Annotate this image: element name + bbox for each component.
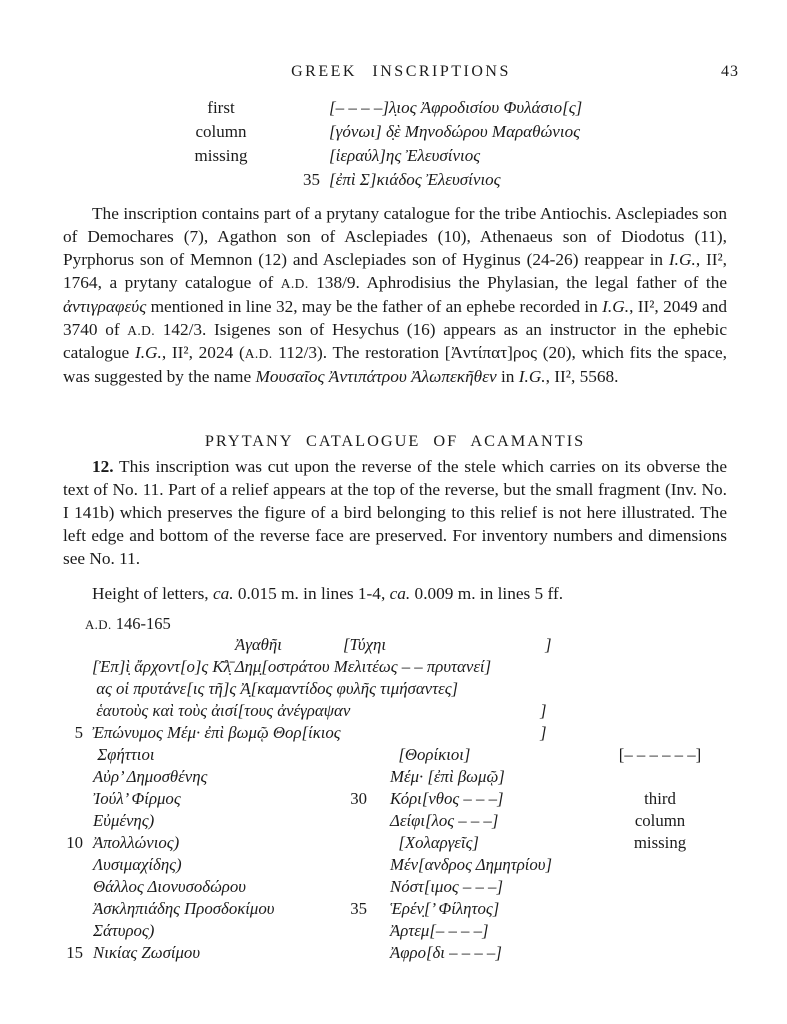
line-number-left: [63, 854, 83, 876]
line-number-mid: 35: [350, 899, 367, 918]
section-title: PRYTANY CATALOGUE OF ACAMANTIS: [204, 431, 586, 450]
page-number: 43: [721, 63, 739, 80]
inscription-block: [63, 634, 763, 964]
left-column-entry: Ἀσκληπιάδης Προσδοκίμου: [93, 899, 275, 918]
page-title: GREEK INSCRIPTIONS: [291, 63, 511, 80]
right-column-entry: third: [644, 789, 676, 808]
line-number-left: [63, 788, 83, 810]
commentary-paragraph: The inscription contains part of a prytany catalogue for the tribe Antiochis. Asclepiades son of Demochares (7), Agathon son of Asclepiades (10), Athenaeus son of Diodotus (11), Pyrphorus son of Memnon (12) and Asclepiades son of Hyginus (24-26) reappear in I.G., II², 1764, a prytany catalogue of A.D. 138/9. Aphrodisius the Phylasian, the legal father of the ἀντιγραφεύς mentioned in line 32, may be the father of an ephebe recorded in I.G., II², 2049 and 3740 of A.D. 142/3. Isigenes son of Hesychus (16) appears as an instructor in the ephebic catalogue I.G., II², 2024 (A.D. 112/3). The restoration [Ἀντίπατ]ρος (20), which fits the space, was suggested by the name Μουσαῖος Ἀντιπάτρου Ἀλωπεκῆθεν in I.G., II², 5568.: [63, 204, 728, 387]
greek-text: [Ἐπ]ὶ̣ ἄρχοντ[ο]ς Κ̄λ̣̄ Δημ̣[οστράτου Μελιτέως – – πρυτανεί]: [92, 657, 492, 676]
line-number-left: [63, 920, 83, 942]
restoration-close-bracket: ]: [540, 723, 547, 742]
left-column-entry: Θάλλος Διονυσοδώρου: [93, 877, 246, 896]
inscription-line: [63, 656, 763, 678]
middle-column-entry: Ἀρτεμ[– – – –]: [390, 921, 489, 940]
era-label: A.D.: [85, 618, 112, 632]
line-number: [63, 700, 83, 722]
middle-column-entry: Νόστ[ιμος – – –]: [390, 877, 503, 896]
greek-text: [ἱεραύλ]ης Ἐλευσίνιος: [329, 146, 481, 165]
date-range: [85, 614, 171, 634]
greek-text: [ἐπὶ Σ]κιάδος Ἐλευσίνιος: [329, 170, 501, 189]
greek-text: [– – – –]λ̣ιος Ἀφροδισίου Φυλάσιο[ς]: [329, 98, 583, 117]
right-column-entry: [590, 854, 730, 876]
middle-column-entry: Μέμ· [ἐπὶ βωμῷ]: [390, 767, 505, 786]
left-column-entry: Νικίας Ζωσίμου: [93, 943, 201, 962]
line-number-mid: [333, 766, 367, 788]
left-column-entry: Ἀπολλώνιος): [93, 833, 180, 852]
line-number-mid: [333, 854, 367, 876]
line-number: [296, 120, 320, 144]
catalogue-row: [63, 766, 763, 788]
line-number-left: [63, 744, 83, 766]
right-column-entry: [– – – – – –]: [618, 745, 702, 764]
item-12-paragraph: 12. This inscription was cut upon the reverse of the stele which carries on its obverse the text of No. 11. Part of a relief appears at the top of the reverse, but the small fragment (Inv. No. I 141b) which preserves the figure of a bird belonging to this relief is not here illustrated. The left edge and bottom of the reverse face are preserved. For inventory numbers and dimensions see No. 11.: [63, 457, 727, 568]
middle-column-entry: Κόρι[νθος – – –]: [390, 789, 504, 808]
line-number-left: [63, 876, 83, 898]
heading-word-agathei: Ἀγαθῆι: [235, 635, 282, 654]
inscription-columns: [63, 744, 763, 964]
greek-line: [296, 120, 582, 144]
catalogue-row: [63, 788, 763, 810]
first-column-missing-note: [160, 96, 282, 168]
note-line: first: [207, 98, 235, 117]
line-number-left: [63, 810, 83, 832]
heading-close-bracket: ]: [545, 635, 552, 654]
line-number: 5: [74, 723, 83, 742]
left-column-entry: Λυσιμαχίδης): [93, 855, 182, 874]
greek-text: [γόνωι] δ̣ὲ Μηνοδώρου Μαραθώνιος: [329, 122, 580, 141]
right-column-entry: missing: [633, 833, 687, 852]
right-column-entry: [590, 766, 730, 788]
heading-word-tychei: [Τύχηι: [343, 635, 387, 654]
fragment-greek-lines: [296, 96, 582, 192]
catalogue-row: [63, 876, 763, 898]
right-column-entry: [590, 876, 730, 898]
inscription-heading: [63, 634, 763, 656]
left-column-entry: Αὐρ’ Δημοσθένης: [93, 767, 208, 786]
line-number: [296, 144, 320, 168]
middle-column-entry: [Χολαργεῖς]: [390, 833, 479, 852]
left-column-entry: Εὐμένης): [93, 811, 155, 830]
middle-column-entry: Μέν[ανδρος Δημητρίου]: [390, 855, 553, 874]
inscription-line: [63, 722, 763, 744]
line-number-mid: [333, 744, 367, 766]
line-number-left: 15: [66, 943, 83, 962]
middle-column-entry: Δείφι[λος – – –]: [390, 811, 499, 830]
right-column-entry: [590, 898, 730, 920]
line-number-mid: [333, 832, 367, 854]
line-number: [63, 678, 83, 700]
middle-column-entry: Ἑρέν̣[’ Φίλητος]: [390, 899, 500, 918]
greek-text: ας οἱ πρυτάνε[ις τῆ]ς Ἀ̣[καμαντίδος φυλῆς τιμήσαντες]: [92, 679, 459, 698]
middle-column-entry: [Θορίκιοι]: [390, 745, 471, 764]
catalogue-row: [63, 744, 763, 766]
line-number-mid: [333, 876, 367, 898]
catalogue-row: [63, 854, 763, 876]
catalogue-row: [63, 810, 763, 832]
line-number-mid: 30: [350, 789, 367, 808]
middle-column-entry: Ἀφρο[δι – – – –]: [390, 943, 502, 962]
greek-text: Ἐπώνυμος Μέμ· ἐπὶ βωμῷ Θορ[ίκιος: [92, 723, 341, 742]
line-number: 35: [303, 170, 320, 189]
line-number-mid: [333, 942, 367, 964]
catalogue-row: [63, 898, 763, 920]
line-number-left: 10: [66, 833, 83, 852]
right-column-entry: column: [634, 811, 686, 830]
restoration-close-bracket: ]: [540, 701, 547, 720]
right-column-entry: [590, 920, 730, 942]
letter-height-note: Height of letters, ca. 0.015 m. in lines 1-4, ca. 0.009 m. in lines 5 ff.: [92, 584, 564, 603]
note-line: missing: [194, 146, 248, 165]
line-number-left: [63, 898, 83, 920]
line-number-left: [63, 766, 83, 788]
left-column-entry: Σάτυρος): [93, 921, 155, 940]
left-column-entry: Ἰούλ’ Φίρμος: [93, 789, 181, 808]
inscription-proem: [63, 656, 763, 744]
catalogue-row: [63, 832, 763, 854]
greek-line: [296, 144, 582, 168]
line-number-mid: [333, 810, 367, 832]
right-column-entry: [590, 942, 730, 964]
catalogue-row: [63, 942, 763, 964]
catalogue-row: [63, 920, 763, 942]
line-number: [63, 656, 83, 678]
line-number-mid: [333, 920, 367, 942]
inscription-line: [63, 700, 763, 722]
greek-line: [296, 168, 582, 192]
greek-text: ἑαυτοὺς καὶ τοὺς ἀισί[τους ἀνέγραψαν: [92, 701, 351, 720]
left-column-entry: Σφήττιοι: [93, 745, 155, 764]
greek-line: [296, 96, 582, 120]
note-line: column: [195, 122, 247, 141]
running-head: [63, 63, 739, 81]
date-value: 146-165: [111, 614, 171, 633]
line-number: [296, 96, 320, 120]
inscription-line: [63, 678, 763, 700]
